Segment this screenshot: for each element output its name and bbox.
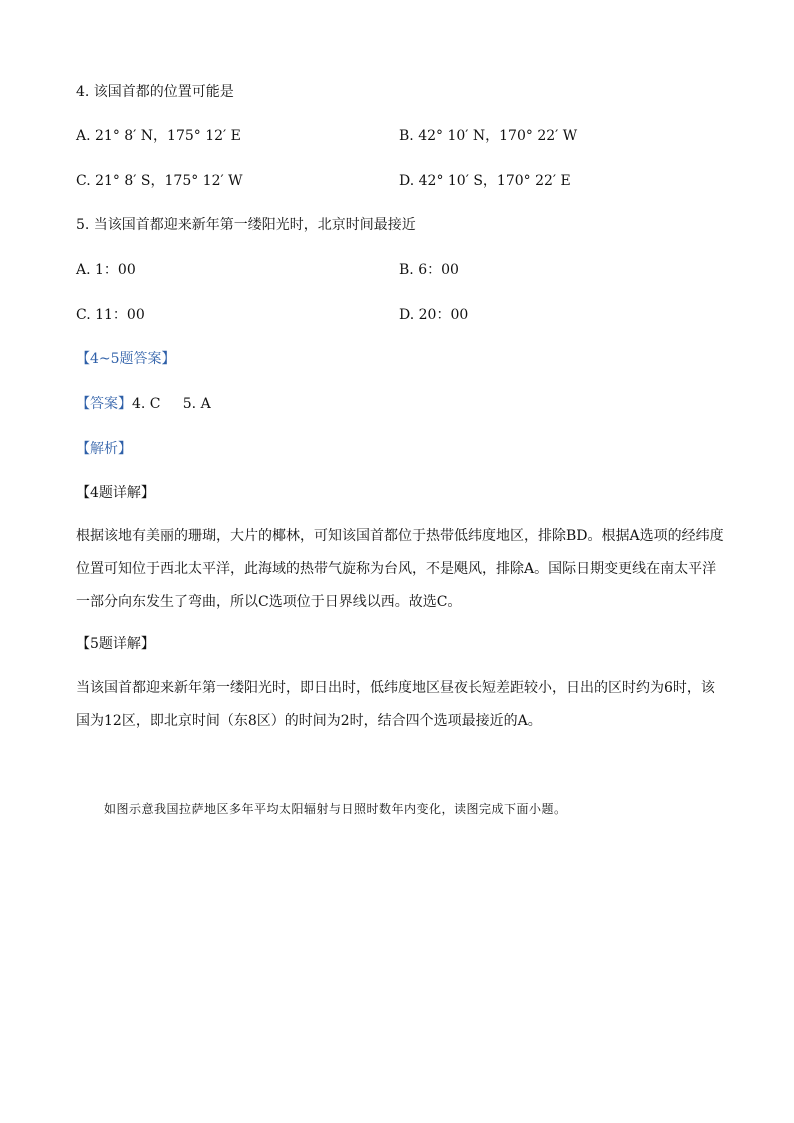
question-4-stem: 4. 该国首都的位置可能是	[76, 84, 234, 100]
question-4-option-a: A. 21° 8′ N，175° 12′ E	[76, 128, 241, 144]
question-4-option-b: B. 42° 10′ N，170° 22′ W	[399, 128, 578, 144]
answer-line	[76, 395, 211, 413]
answer-label: 【答案】	[76, 396, 132, 412]
question-5-stem: 5. 当该国首都迎来新年第一缕阳光时，北京时间最接近	[76, 217, 416, 233]
question-5-option-c: C. 11：00	[76, 307, 145, 323]
next-question-intro: 如图示意我国拉萨地区多年平均太阳辐射与日照时数年内变化，读图完成下面小题。	[104, 802, 567, 816]
answer-section-heading: 【4~5题答案】	[76, 351, 176, 367]
question-4-option-c: C. 21° 8′ S，175° 12′ W	[76, 173, 243, 189]
detail-5-heading: 【5题详解】	[76, 636, 155, 652]
answer-text: 4. C 5. A	[132, 396, 211, 412]
detail-4-text: 根据该地有美丽的珊瑚，大片的椰林，可知该国首都位于热带低纬度地区，排除BD。根据A选项的经纬度位置可知位于西北太平洋，此海域的热带气旋称为台风，不是飓风，排除A。国际日期变更线在南太平洋一部分向东发生了弯曲，所以C选项位于日界线以西。故选C。	[76, 528, 724, 610]
question-5-option-d: D. 20：00	[399, 307, 469, 323]
question-5-option-a: A. 1：00	[76, 262, 136, 278]
detail-4-heading: 【4题详解】	[76, 485, 155, 501]
detail-5-text: 当该国首都迎来新年第一缕阳光时，即日出时，低纬度地区昼夜长短差距较小，日出的区时约为6时，该国为12区，即北京时间（东8区）的时间为2时，结合四个选项最接近的A。	[76, 680, 715, 729]
analysis-label: 【解析】	[76, 441, 132, 457]
question-4-option-d: D. 42° 10′ S，170° 22′ E	[399, 173, 571, 189]
question-5-option-b: B. 6：00	[399, 262, 459, 278]
